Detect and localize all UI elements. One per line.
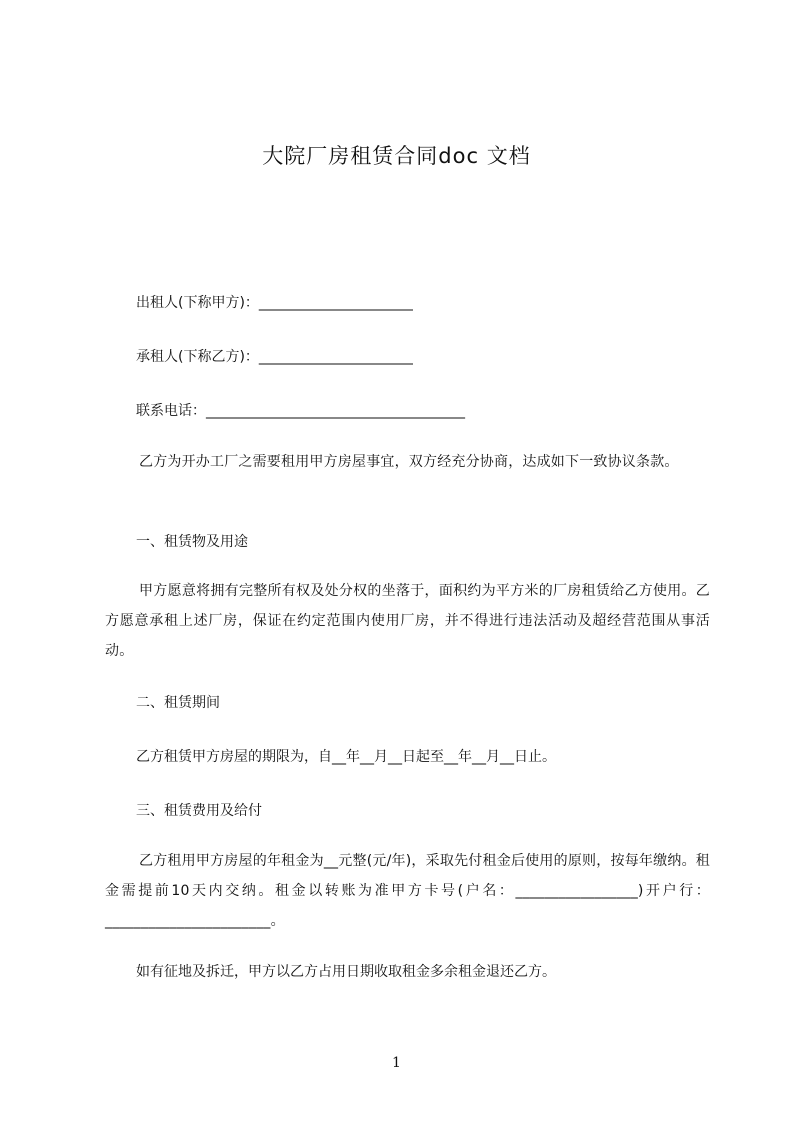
lessor-line: 出租人(下称甲方)：______________________	[136, 295, 413, 311]
document-title: 大院厂房租赁合同doc 文档	[262, 144, 531, 168]
intro-paragraph: 乙方为开办工厂之需要租用甲方房屋事宜，双方经充分协商，达成如下一致协议条款。	[139, 454, 679, 470]
phone-line: 联系电话：_____________________________________	[136, 403, 465, 419]
demolition-clause: 如有征地及拆迁，甲方以乙方占用日期收取租金多余租金退还乙方。	[136, 964, 556, 980]
section2-heading: 二、租赁期间	[136, 695, 220, 711]
section2-body: 乙方租赁甲方房屋的期限为，自__年__月__日起至__年__月__日止。	[136, 749, 556, 765]
section1-body: 甲方愿意将拥有完整所有权及处分权的坐落于，面积约为平方米的厂房租赁给乙方使用。乙方愿意承租上述厂房，保证在约定范围内使用厂房，并不得进行违法活动及超经营范围从事活动。	[105, 583, 710, 659]
section3-heading: 三、租赁费用及给付	[136, 803, 262, 819]
section3-body: 乙方租用甲方房屋的年租金为__元整(元/年)，采取先付租金后使用的原则，按每年缴纳。租金需提前10天内交纳。租金以转账为准甲方卡号(户名：_________________)开户行：_______________________。	[105, 853, 710, 929]
page-number: 1	[392, 1055, 401, 1071]
section1-heading: 一、租赁物及用途	[136, 534, 248, 550]
lessee-line: 承租人(下称乙方)：______________________	[136, 349, 413, 365]
